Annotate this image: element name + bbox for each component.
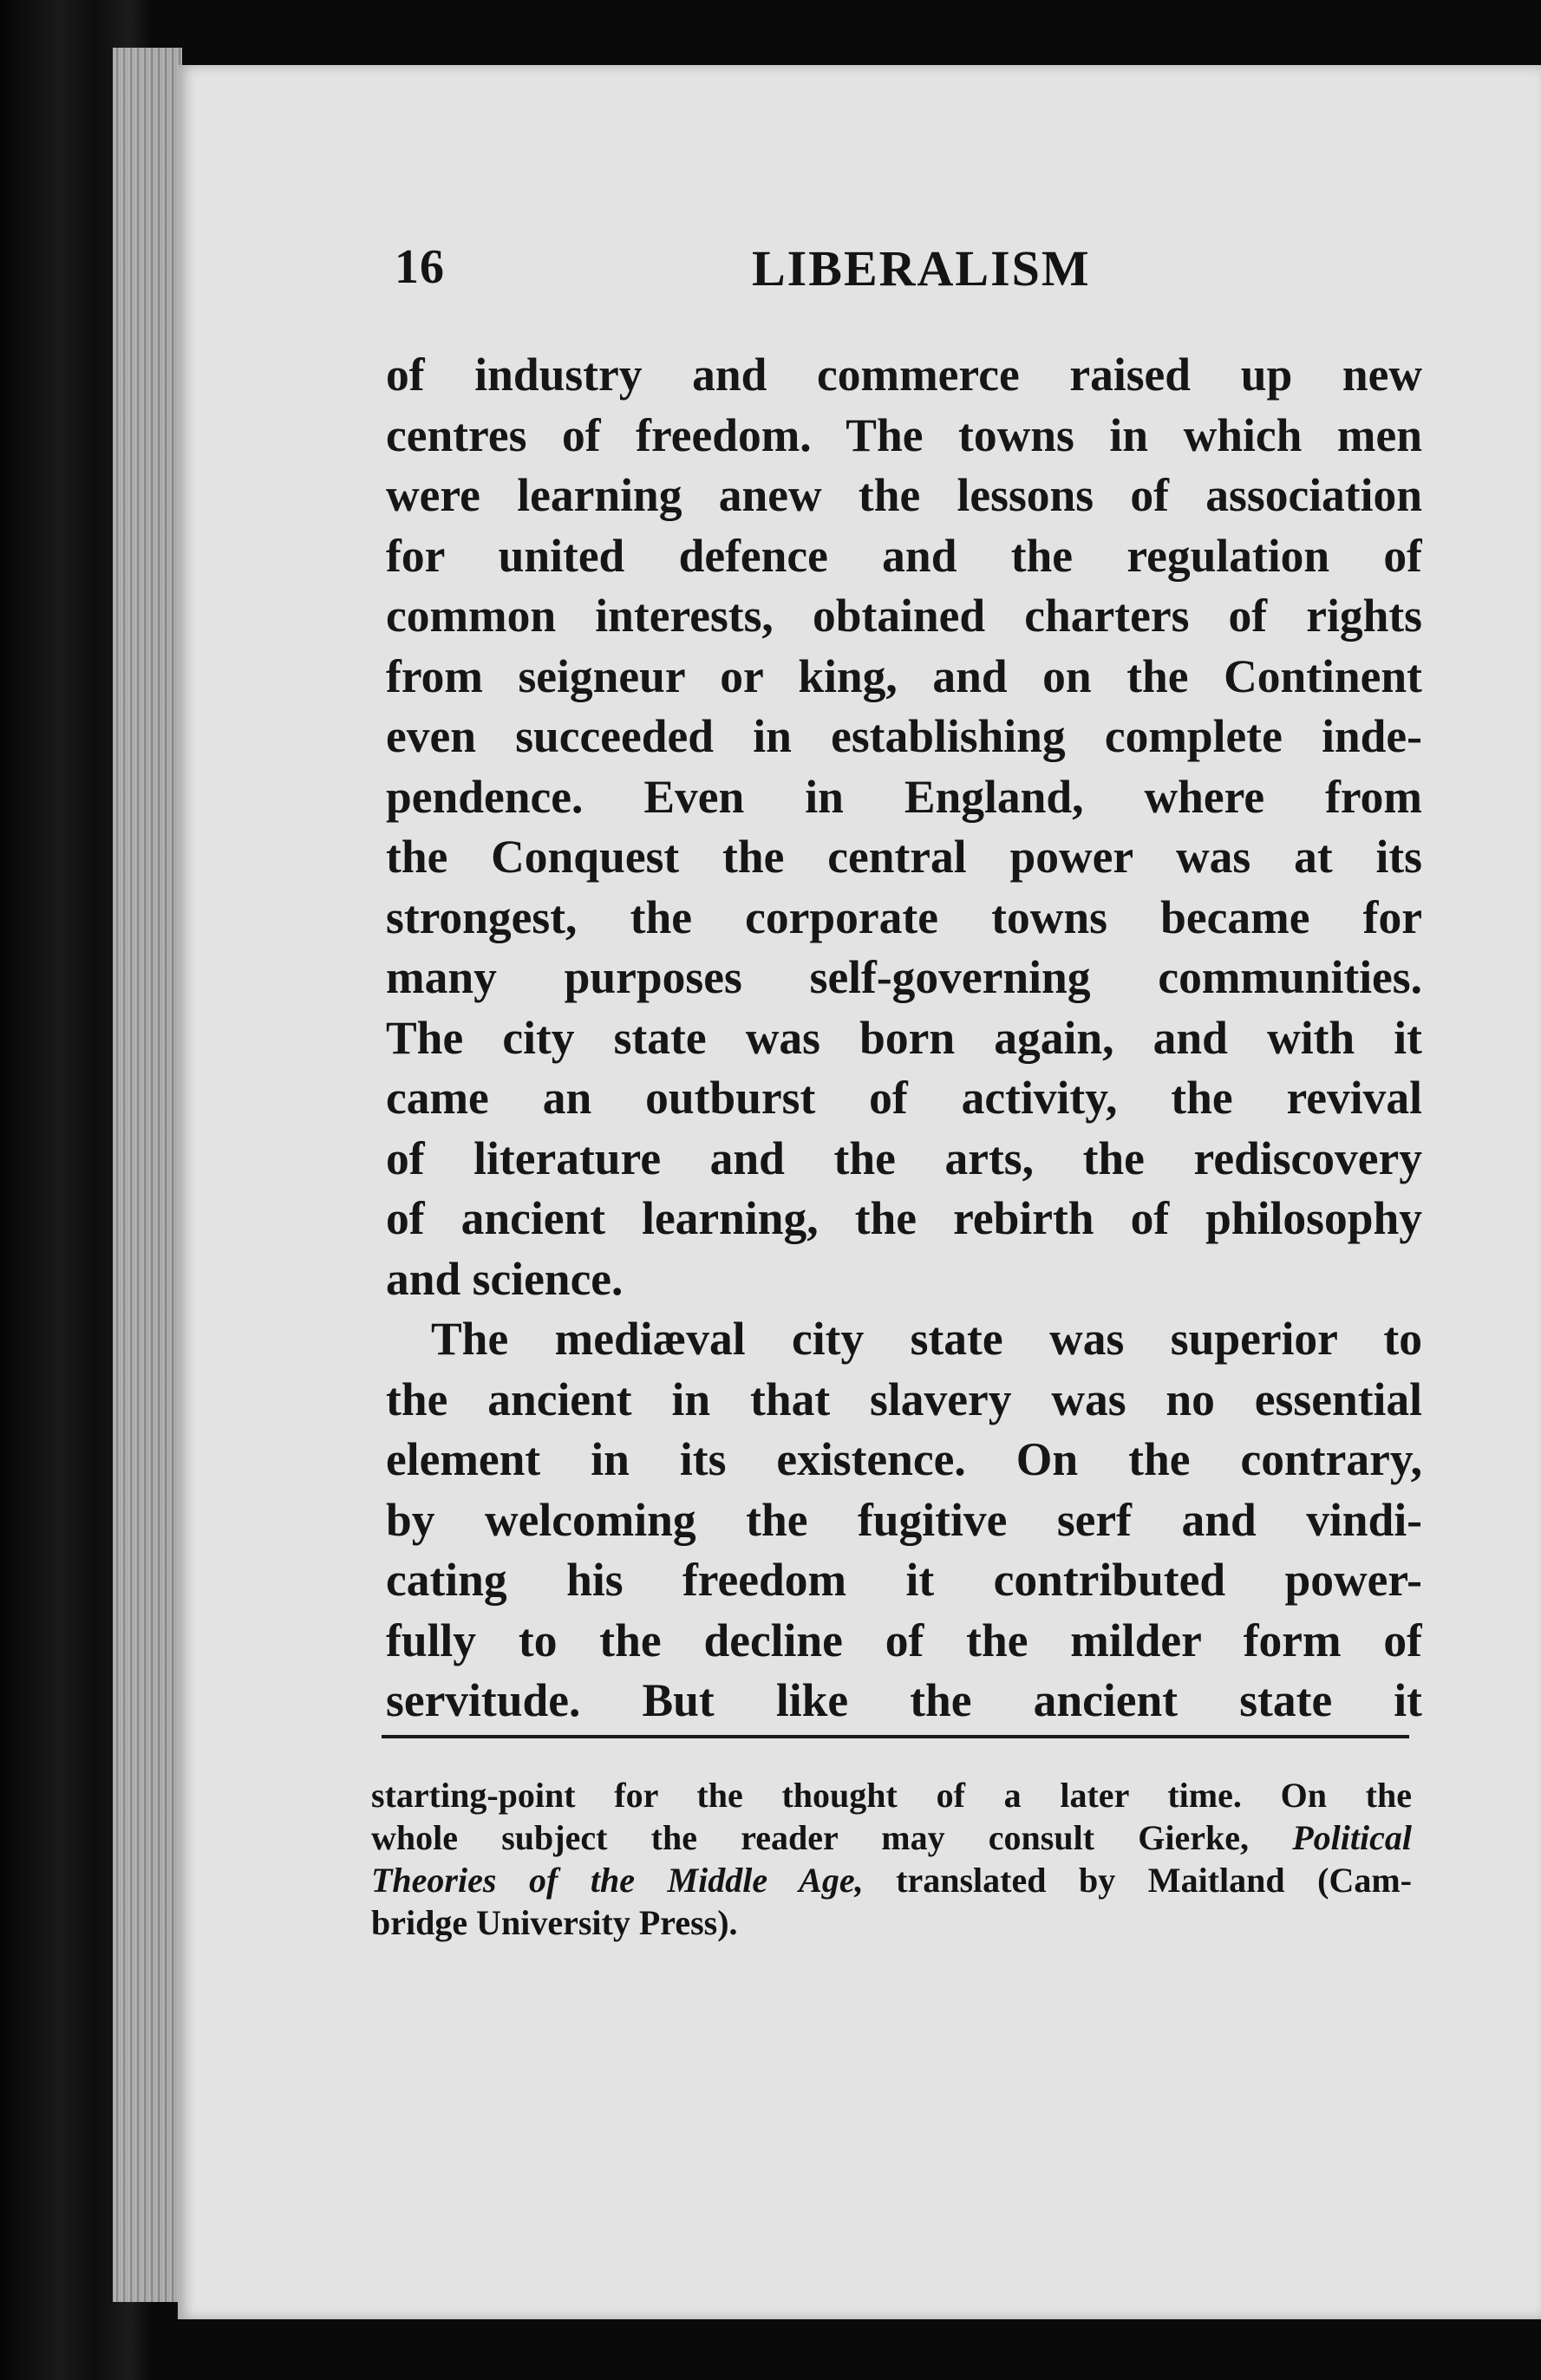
text-line: by welcoming the fugitive serf and vindi-	[386, 1493, 1422, 1546]
footnote-line	[371, 1859, 1412, 1901]
text-line: and science.	[386, 1252, 624, 1305]
text-line: strongest, the corporate towns became for	[386, 890, 1422, 943]
text-line: of literature and the arts, the rediscovery	[386, 1131, 1422, 1184]
page-edges	[113, 48, 182, 2302]
footnote-line: starting-point for the thought of a later time. On the	[371, 1776, 1412, 1815]
text-line: came an outburst of activity, the revival	[386, 1072, 1422, 1124]
text-line: cating his freedom it contributed power-	[386, 1554, 1422, 1606]
footnote-rule	[382, 1735, 1409, 1738]
body-text	[386, 345, 1422, 1731]
text-line: of industry and commerce raised up new	[386, 349, 1422, 401]
footnote	[371, 1774, 1412, 1944]
footnote-line	[371, 1816, 1412, 1859]
footnote-text: whole subject the reader may consult Gierke,	[371, 1818, 1249, 1857]
text-line: common interests, obtained charters of rights	[386, 590, 1422, 642]
running-title: LIBERALISM	[752, 240, 1091, 297]
text-line: centres of freedom. The towns in which men	[386, 408, 1422, 461]
footnote-line: bridge University Press).	[371, 1903, 738, 1942]
text-line: the Conquest the central power was at its	[386, 831, 1422, 883]
text-line: the ancient in that slavery was no essential	[386, 1373, 1422, 1425]
text-line: many purposes self-governing communities.	[386, 951, 1422, 1003]
text-line: from seigneur or king, and on the Continent	[386, 649, 1422, 702]
footnote-text: translated by Maitland (Cam-	[896, 1861, 1412, 1900]
text-line: The city state was born again, and with it	[386, 1011, 1422, 1064]
paragraph-start-line: The mediæval city state was superior to	[431, 1313, 1422, 1365]
page-number: 16	[395, 240, 445, 294]
text-line: for united defence and the regulation of	[386, 529, 1422, 582]
text-line: fully to the decline of the milder form of	[386, 1614, 1422, 1666]
text-line: were learning anew the lessons of association	[386, 469, 1422, 521]
text-line: element in its existence. On the contrary,	[386, 1433, 1422, 1485]
footnote-italic-title: Theories of the Middle Age,	[371, 1861, 864, 1900]
running-head	[395, 239, 1435, 309]
text-line: even succeeded in establishing complete inde-	[386, 710, 1422, 762]
text-line: of ancient learning, the rebirth of philosophy	[386, 1192, 1422, 1244]
text-line: servitude. But like the ancient state it	[386, 1674, 1422, 1726]
footnote-italic-title: Political	[1292, 1818, 1412, 1857]
text-line: pendence. Even in England, where from	[386, 770, 1422, 823]
